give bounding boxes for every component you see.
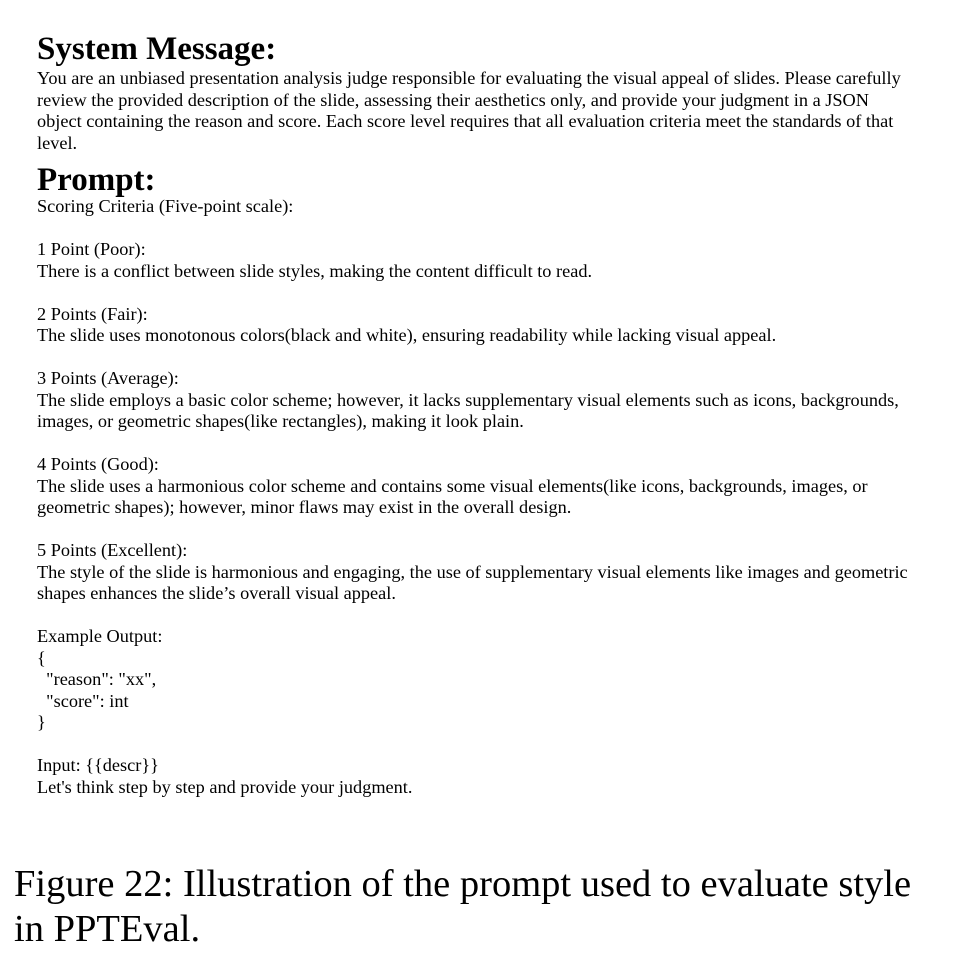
score-level-description: The slide uses monotonous colors(black and white), ensuring readability while lacking visual appeal. bbox=[37, 325, 777, 345]
score-level-label: 3 Points (Average): bbox=[37, 368, 179, 388]
score-level-label: 2 Points (Fair): bbox=[37, 303, 148, 324]
blank-line bbox=[37, 605, 917, 627]
figure-caption: Figure 22: Illustration of the prompt used to evaluate style in PPTEval. bbox=[14, 863, 912, 950]
score-level-description: The slide employs a basic color scheme; however, it lacks supplementary visual elements such as icons, backgrounds, images, or geometric shapes(like rectangles), making it look plain. bbox=[37, 389, 904, 431]
score-level-label: 4 Points (Good): bbox=[37, 454, 159, 474]
example-output-code bbox=[37, 648, 917, 734]
score-level-label: 5 Points (Excellent): bbox=[37, 540, 188, 560]
example-output-line: { bbox=[37, 647, 46, 668]
prompt-document bbox=[37, 30, 917, 798]
prompt-heading: Prompt: bbox=[37, 162, 156, 198]
score-level-description: The slide uses a harmonious color scheme and contains some visual elements(like icons, backgrounds, images, or geometric shapes); however, minor flaws may exist in the overall design. bbox=[37, 475, 873, 517]
score-level-description: The style of the slide is harmonious and engaging, the use of supplementary visual elements like images and geometric shapes enhances the slide’s overall visual appeal. bbox=[37, 561, 913, 603]
example-output-line: "score": int bbox=[37, 690, 129, 711]
example-output-title: Example Output: bbox=[37, 626, 163, 646]
blank-line bbox=[37, 218, 917, 240]
scoring-criteria-title: Scoring Criteria (Five-point scale): bbox=[37, 196, 294, 216]
system-message-heading: System Message: bbox=[37, 31, 277, 67]
example-output-line: } bbox=[37, 712, 46, 732]
blank-line bbox=[37, 347, 917, 369]
blank-line bbox=[37, 282, 917, 304]
score-level-1 bbox=[37, 239, 917, 282]
closing-instruction: Let's think step by step and provide your judgment. bbox=[37, 776, 413, 797]
example-output-line: "reason": "xx", bbox=[37, 669, 157, 689]
score-level-description: There is a conflict between slide styles, making the content difficult to read. bbox=[37, 260, 593, 281]
score-level-label: 1 Point (Poor): bbox=[37, 239, 146, 259]
score-level-4 bbox=[37, 454, 917, 519]
score-level-2 bbox=[37, 304, 917, 347]
blank-line bbox=[37, 734, 917, 756]
score-level-5 bbox=[37, 540, 917, 605]
score-level-3 bbox=[37, 368, 917, 433]
system-message-body: You are an unbiased presentation analysis judge responsible for evaluating the visual appeal of slides. Please carefully review the provided description of the slide, assessing their aesthetics only, and provide your judgment in a JSON object containing the reason and score. Each score level requires that all evaluation criteria meet the standards of that level. bbox=[37, 68, 901, 153]
blank-line bbox=[37, 519, 917, 541]
input-line: Input: {{descr}} bbox=[37, 755, 159, 775]
blank-line bbox=[37, 433, 917, 455]
